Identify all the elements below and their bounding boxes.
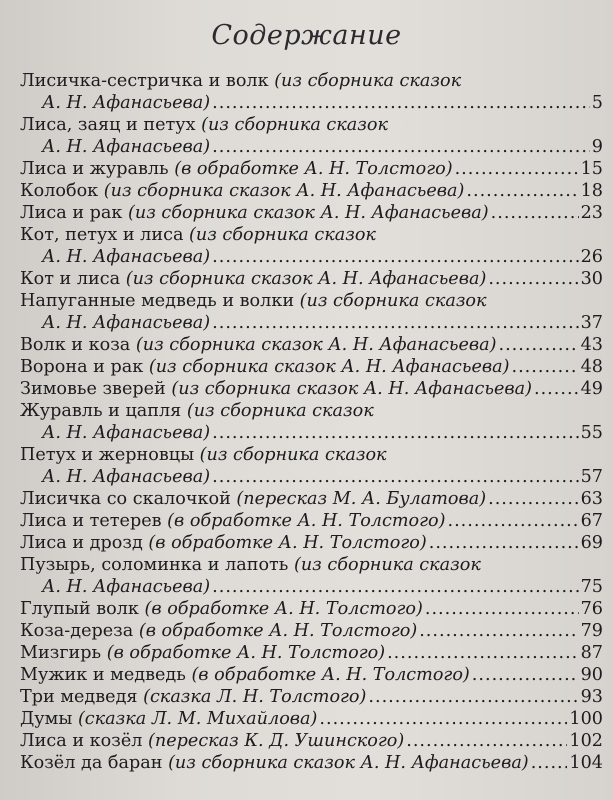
toc-page-number: 100 xyxy=(569,709,603,729)
toc-entry-title: Лиса и тетерев xyxy=(20,511,162,531)
table-of-contents xyxy=(20,70,603,774)
toc-entry-source: (пересказ М. А. Булатова) xyxy=(236,489,487,509)
toc-entry xyxy=(20,686,603,708)
toc-page-number: 49 xyxy=(580,379,603,399)
toc-entry-source: (в обработке А. Н. Толстого) xyxy=(191,665,470,685)
toc-entry-source: (из сборника сказок xyxy=(274,71,462,91)
toc-entry-title: Лисичка со скалочкой xyxy=(20,489,231,509)
toc-entry-source: (из сборника сказок А. Н. Афанасьева) xyxy=(171,379,532,399)
toc-entry-source: (из сборника сказок xyxy=(299,291,487,311)
toc-entry xyxy=(20,202,603,224)
dot-leader xyxy=(212,576,578,598)
toc-entry-source-cont: А. Н. Афанасьева) xyxy=(42,313,211,333)
toc-page-number: 26 xyxy=(580,247,603,267)
toc-entry-source: (пересказ К. Д. Ушинского) xyxy=(148,731,405,751)
dot-leader xyxy=(448,510,579,532)
dot-leader xyxy=(387,642,579,664)
toc-entry xyxy=(20,180,603,202)
toc-page-number: 75 xyxy=(580,577,603,597)
toc-entry xyxy=(20,598,603,620)
toc-page-number: 76 xyxy=(580,599,603,619)
toc-entry-title: Петух и жерновцы xyxy=(20,445,195,465)
toc-entry-title: Коза-дереза xyxy=(20,621,134,641)
dot-leader xyxy=(425,598,579,620)
toc-entry-title: Глупый волк xyxy=(20,599,139,619)
dot-leader xyxy=(466,180,578,202)
toc-entry-title: Кот и лиса xyxy=(20,269,121,289)
toc-page-number: 63 xyxy=(580,489,603,509)
toc-entry-source-cont: А. Н. Афанасьева) xyxy=(42,93,211,113)
toc-entry xyxy=(20,224,603,268)
toc-entry-source: (из сборника сказок xyxy=(189,225,376,245)
toc-entry-source: (сказка Л. Н. Толстого) xyxy=(143,687,367,707)
toc-entry-title: Лисичка-сестричка и волк xyxy=(20,71,269,91)
toc-entry xyxy=(20,752,603,774)
dot-leader xyxy=(534,378,579,400)
dot-leader xyxy=(368,686,578,708)
toc-page-number: 69 xyxy=(580,533,603,553)
toc-page-number: 93 xyxy=(580,687,603,707)
toc-entry-source: (из сборника сказок xyxy=(186,401,374,421)
toc-entry-title: Ворона и рак xyxy=(20,357,144,377)
toc-entry xyxy=(20,334,603,356)
toc-entry xyxy=(20,378,603,400)
toc-entry-source: (из сборника сказок А. Н. Афанасьева) xyxy=(148,357,510,377)
toc-page-number: 87 xyxy=(580,643,603,663)
dot-leader xyxy=(212,92,590,114)
toc-entry xyxy=(20,510,603,532)
toc-entry xyxy=(20,268,603,290)
toc-entry xyxy=(20,444,603,488)
toc-page-number: 67 xyxy=(580,511,603,531)
toc-entry-source: (сказка Л. М. Михайлова) xyxy=(77,709,318,729)
toc-entry-title: Лиса и рак xyxy=(20,203,123,223)
dot-leader xyxy=(419,620,578,642)
toc-entry xyxy=(20,708,603,730)
toc-entry-title: Лиса, заяц и петух xyxy=(20,115,196,135)
toc-entry-source: (из сборника сказок А. Н. Афанасьева) xyxy=(128,203,489,223)
dot-leader xyxy=(212,136,590,158)
toc-page-number: 102 xyxy=(569,731,603,751)
toc-entry-source: (из сборника сказок А. Н. Афанасьева) xyxy=(103,181,465,201)
toc-entry xyxy=(20,488,603,510)
toc-entry-source: (из сборника сказок А. Н. Афанасьева) xyxy=(125,269,487,289)
toc-entry-source-cont: А. Н. Афанасьева) xyxy=(42,467,211,487)
toc-entry-title: Напуганные медведь и волки xyxy=(20,291,295,311)
toc-entry-title: Лиса и журавль xyxy=(20,159,169,179)
toc-entry-title: Лиса и козёл xyxy=(20,731,143,751)
dot-leader xyxy=(472,664,579,686)
dot-leader xyxy=(406,730,567,752)
toc-entry-source: (из сборника сказок xyxy=(293,555,481,575)
toc-entry xyxy=(20,730,603,752)
toc-entry xyxy=(20,70,603,114)
toc-entry-source: (в обработке А. Н. Толстого) xyxy=(138,621,418,641)
toc-entry-source-cont: А. Н. Афанасьева) xyxy=(42,137,211,157)
toc-page-number: 55 xyxy=(580,423,603,443)
toc-entry-title: Волк и коза xyxy=(20,335,131,355)
page-title: Содержание xyxy=(211,20,402,51)
dot-leader xyxy=(212,466,578,488)
toc-page-number: 23 xyxy=(580,203,603,223)
dot-leader xyxy=(455,158,579,180)
toc-entry xyxy=(20,664,603,686)
dot-leader xyxy=(491,202,579,224)
toc-entry-title: Пузырь, соломинка и лапоть xyxy=(20,555,289,575)
toc-entry-title: Мужик и медведь xyxy=(20,665,186,685)
toc-entry-source-cont: А. Н. Афанасьева) xyxy=(42,247,211,267)
toc-page-number: 30 xyxy=(580,269,603,289)
toc-page-number: 5 xyxy=(591,93,603,113)
toc-entry-title: Журавль и цапля xyxy=(20,401,182,421)
toc-entry-source: (в обработке А. Н. Толстого) xyxy=(106,643,386,663)
toc-entry-title: Колобок xyxy=(20,181,99,201)
toc-entry-title: Мизгирь xyxy=(20,643,102,663)
toc-entry-source: (в обработке А. Н. Толстого) xyxy=(144,599,423,619)
dot-leader xyxy=(429,532,579,554)
toc-entry xyxy=(20,114,603,158)
dot-leader xyxy=(488,488,578,510)
toc-page-number: 79 xyxy=(580,621,603,641)
toc-entry xyxy=(20,620,603,642)
toc-page-number: 48 xyxy=(580,357,603,377)
dot-leader xyxy=(488,268,578,290)
dot-leader xyxy=(212,422,578,444)
toc-page-number: 18 xyxy=(580,181,603,201)
dot-leader xyxy=(499,334,579,356)
toc-entry-source-cont: А. Н. Афанасьева) xyxy=(42,577,211,597)
toc-entry-source-cont: А. Н. Афанасьева) xyxy=(42,423,211,443)
toc-entry-source: (из сборника сказок А. Н. Афанасьева) xyxy=(168,753,529,773)
dot-leader xyxy=(531,752,568,774)
dot-leader xyxy=(212,246,578,268)
toc-entry-source: (в обработке А. Н. Толстого) xyxy=(148,533,427,553)
toc-page-number: 57 xyxy=(580,467,603,487)
toc-entry-title: Думы xyxy=(20,709,73,729)
toc-page-number: 9 xyxy=(591,137,603,157)
toc-entry xyxy=(20,554,603,598)
toc-entry-title: Кот, петух и лиса xyxy=(20,225,184,245)
toc-entry-source: (в обработке А. Н. Толстого) xyxy=(174,159,453,179)
toc-entry-source: (из сборника сказок А. Н. Афанасьева) xyxy=(135,335,497,355)
toc-entry-source: (в обработке А. Н. Толстого) xyxy=(167,511,446,531)
toc-entry-title: Зимовье зверей xyxy=(20,379,166,399)
toc-entry-source: (из сборника сказок xyxy=(199,445,387,465)
toc-entry-title: Три медведя xyxy=(20,687,138,707)
toc-entry-source: (из сборника сказок xyxy=(201,115,388,135)
dot-leader xyxy=(511,356,578,378)
toc-page-number: 37 xyxy=(580,313,603,333)
dot-leader xyxy=(212,312,578,334)
toc-entry-title: Козёл да баран xyxy=(20,753,163,773)
dot-leader xyxy=(319,708,567,730)
toc-entry xyxy=(20,642,603,664)
toc-entry xyxy=(20,532,603,554)
toc-entry xyxy=(20,158,603,180)
toc-entry-title: Лиса и дрозд xyxy=(20,533,143,553)
toc-page-number: 90 xyxy=(580,665,603,685)
toc-page-number: 104 xyxy=(569,753,603,773)
toc-entry xyxy=(20,400,603,444)
toc-page-number: 43 xyxy=(580,335,603,355)
toc-page-number: 15 xyxy=(580,159,603,179)
toc-entry xyxy=(20,356,603,378)
toc-entry xyxy=(20,290,603,334)
